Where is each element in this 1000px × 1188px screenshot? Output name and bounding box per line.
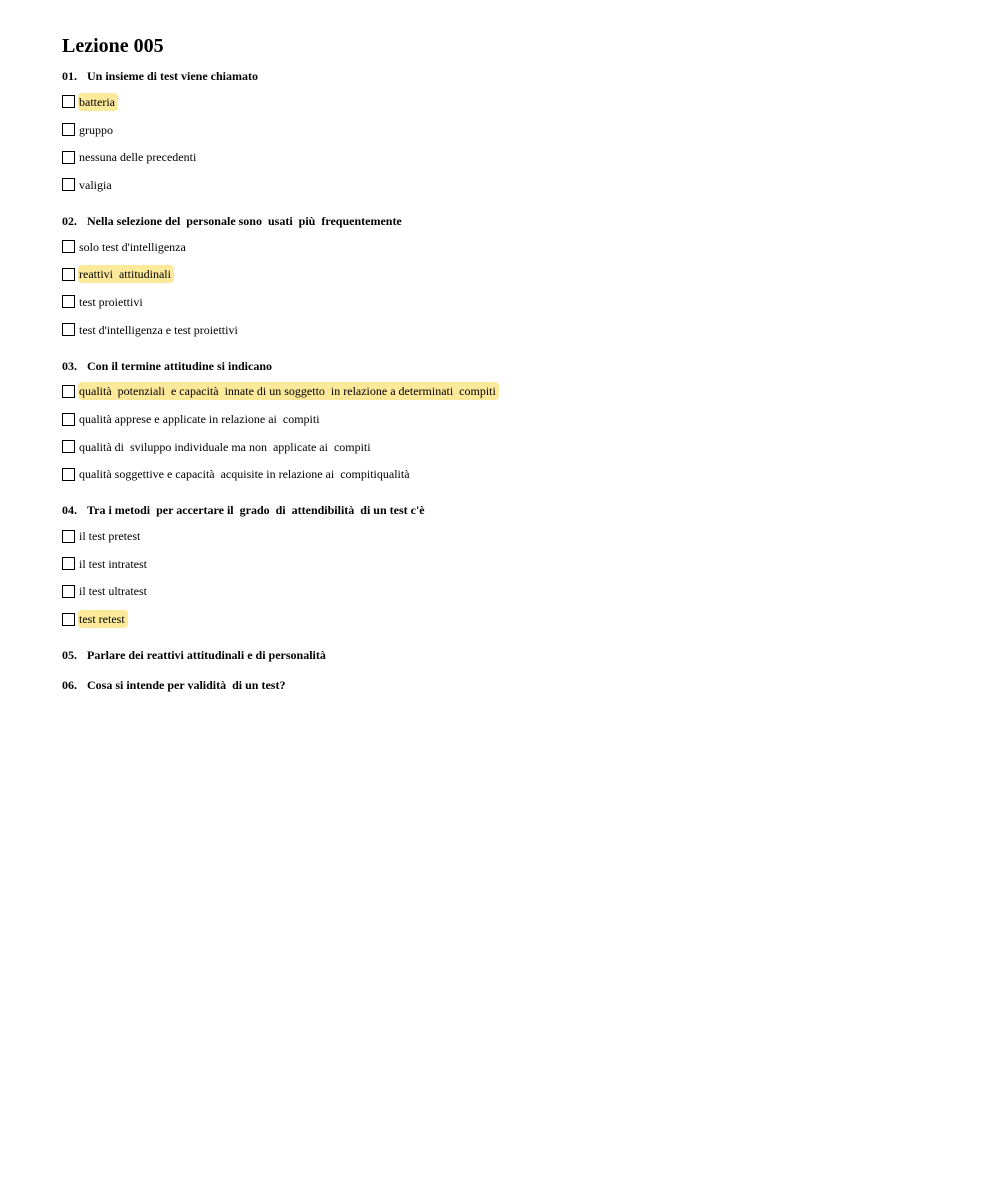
answer-options: [62, 233, 962, 344]
question-number: 05.: [62, 648, 77, 662]
question-number: 01.: [62, 69, 77, 83]
answer-label-highlighted: qualità potenziali e capacità innate di un soggetto in relazione a determinati compiti: [78, 382, 499, 400]
answer-label: solo test d'intelligenza: [79, 239, 186, 254]
answer-label: il test ultratest: [79, 584, 147, 599]
question-text: Cosa si intende per validità di un test?: [87, 678, 286, 692]
question-3: [62, 358, 962, 489]
answer-checkbox[interactable]: [62, 413, 75, 426]
question-2: [62, 213, 962, 344]
answer-option: [62, 405, 962, 433]
answer-option: [62, 143, 962, 171]
answer-option: [62, 88, 962, 116]
answer-checkbox[interactable]: [62, 530, 75, 543]
answer-checkbox[interactable]: [62, 123, 75, 136]
answer-options: [62, 522, 962, 633]
answer-label: il test pretest: [79, 529, 141, 544]
question-title: [62, 358, 962, 374]
question-5: [62, 647, 962, 663]
question-title: [62, 677, 962, 693]
answer-option: [62, 260, 962, 288]
question-text: Tra i metodi per accertare il grado di attendibilità di un test c'è: [87, 503, 425, 518]
answer-checkbox[interactable]: [62, 295, 75, 308]
question-title: [62, 502, 962, 518]
answer-option: [62, 605, 962, 633]
question-1: [62, 68, 962, 199]
answer-label: il test intratest: [79, 556, 147, 571]
question-text: Parlare dei reattivi attitudinali e di personalità: [87, 648, 326, 662]
answer-option: [62, 116, 962, 144]
question-text: Nella selezione del personale sono usati più frequentemente: [87, 213, 402, 228]
answer-option: [62, 378, 962, 406]
answer-checkbox[interactable]: [62, 440, 75, 453]
answer-checkbox[interactable]: [62, 613, 75, 626]
question-title: [62, 68, 962, 84]
answer-option: [62, 316, 962, 344]
answer-label: qualità di sviluppo individuale ma non applicate ai compiti: [79, 439, 371, 454]
answer-checkbox[interactable]: [62, 268, 75, 281]
answer-label: nessuna delle precedenti: [79, 150, 197, 165]
answer-checkbox[interactable]: [62, 385, 75, 398]
answer-options: [62, 378, 962, 489]
document-page: [62, 34, 962, 693]
answer-checkbox[interactable]: [62, 468, 75, 481]
answer-label: valigia: [79, 177, 112, 192]
question-text: Con il termine attitudine si indicano: [87, 358, 273, 373]
answer-label-highlighted: reattivi attitudinali: [78, 265, 174, 283]
question-title: [62, 213, 962, 229]
answer-checkbox[interactable]: [62, 557, 75, 570]
answer-label-highlighted: batteria: [78, 93, 118, 111]
answer-option: [62, 171, 962, 199]
answer-checkbox[interactable]: [62, 585, 75, 598]
answer-option: [62, 288, 962, 316]
answer-options: [62, 88, 962, 199]
answer-checkbox[interactable]: [62, 240, 75, 253]
question-title: [62, 647, 962, 663]
answer-checkbox[interactable]: [62, 323, 75, 336]
answer-label: qualità soggettive e capacità acquisite in relazione ai compitiqualità: [79, 467, 410, 482]
question-4: [62, 502, 962, 633]
answer-option: [62, 433, 962, 461]
answer-option: [62, 522, 962, 550]
question-list: [62, 68, 962, 693]
answer-label: test proiettivi: [79, 294, 143, 309]
question-number: 02.: [62, 213, 77, 228]
question-text: Un insieme di test viene chiamato: [87, 69, 258, 83]
answer-label: test d'intelligenza e test proiettivi: [79, 322, 238, 337]
answer-checkbox[interactable]: [62, 95, 75, 108]
question-number: 04.: [62, 503, 77, 518]
answer-label-highlighted: test retest: [78, 610, 128, 628]
answer-option: [62, 233, 962, 261]
answer-option: [62, 550, 962, 578]
lesson-title: Lezione 005: [62, 35, 164, 57]
answer-label: gruppo: [79, 122, 113, 137]
answer-option: [62, 461, 962, 489]
answer-checkbox[interactable]: [62, 178, 75, 191]
answer-label: qualità apprese e applicate in relazione ai compiti: [79, 412, 320, 427]
question-number: 06.: [62, 678, 77, 692]
answer-option: [62, 578, 962, 606]
question-number: 03.: [62, 358, 77, 373]
answer-checkbox[interactable]: [62, 151, 75, 164]
question-6: [62, 677, 962, 693]
